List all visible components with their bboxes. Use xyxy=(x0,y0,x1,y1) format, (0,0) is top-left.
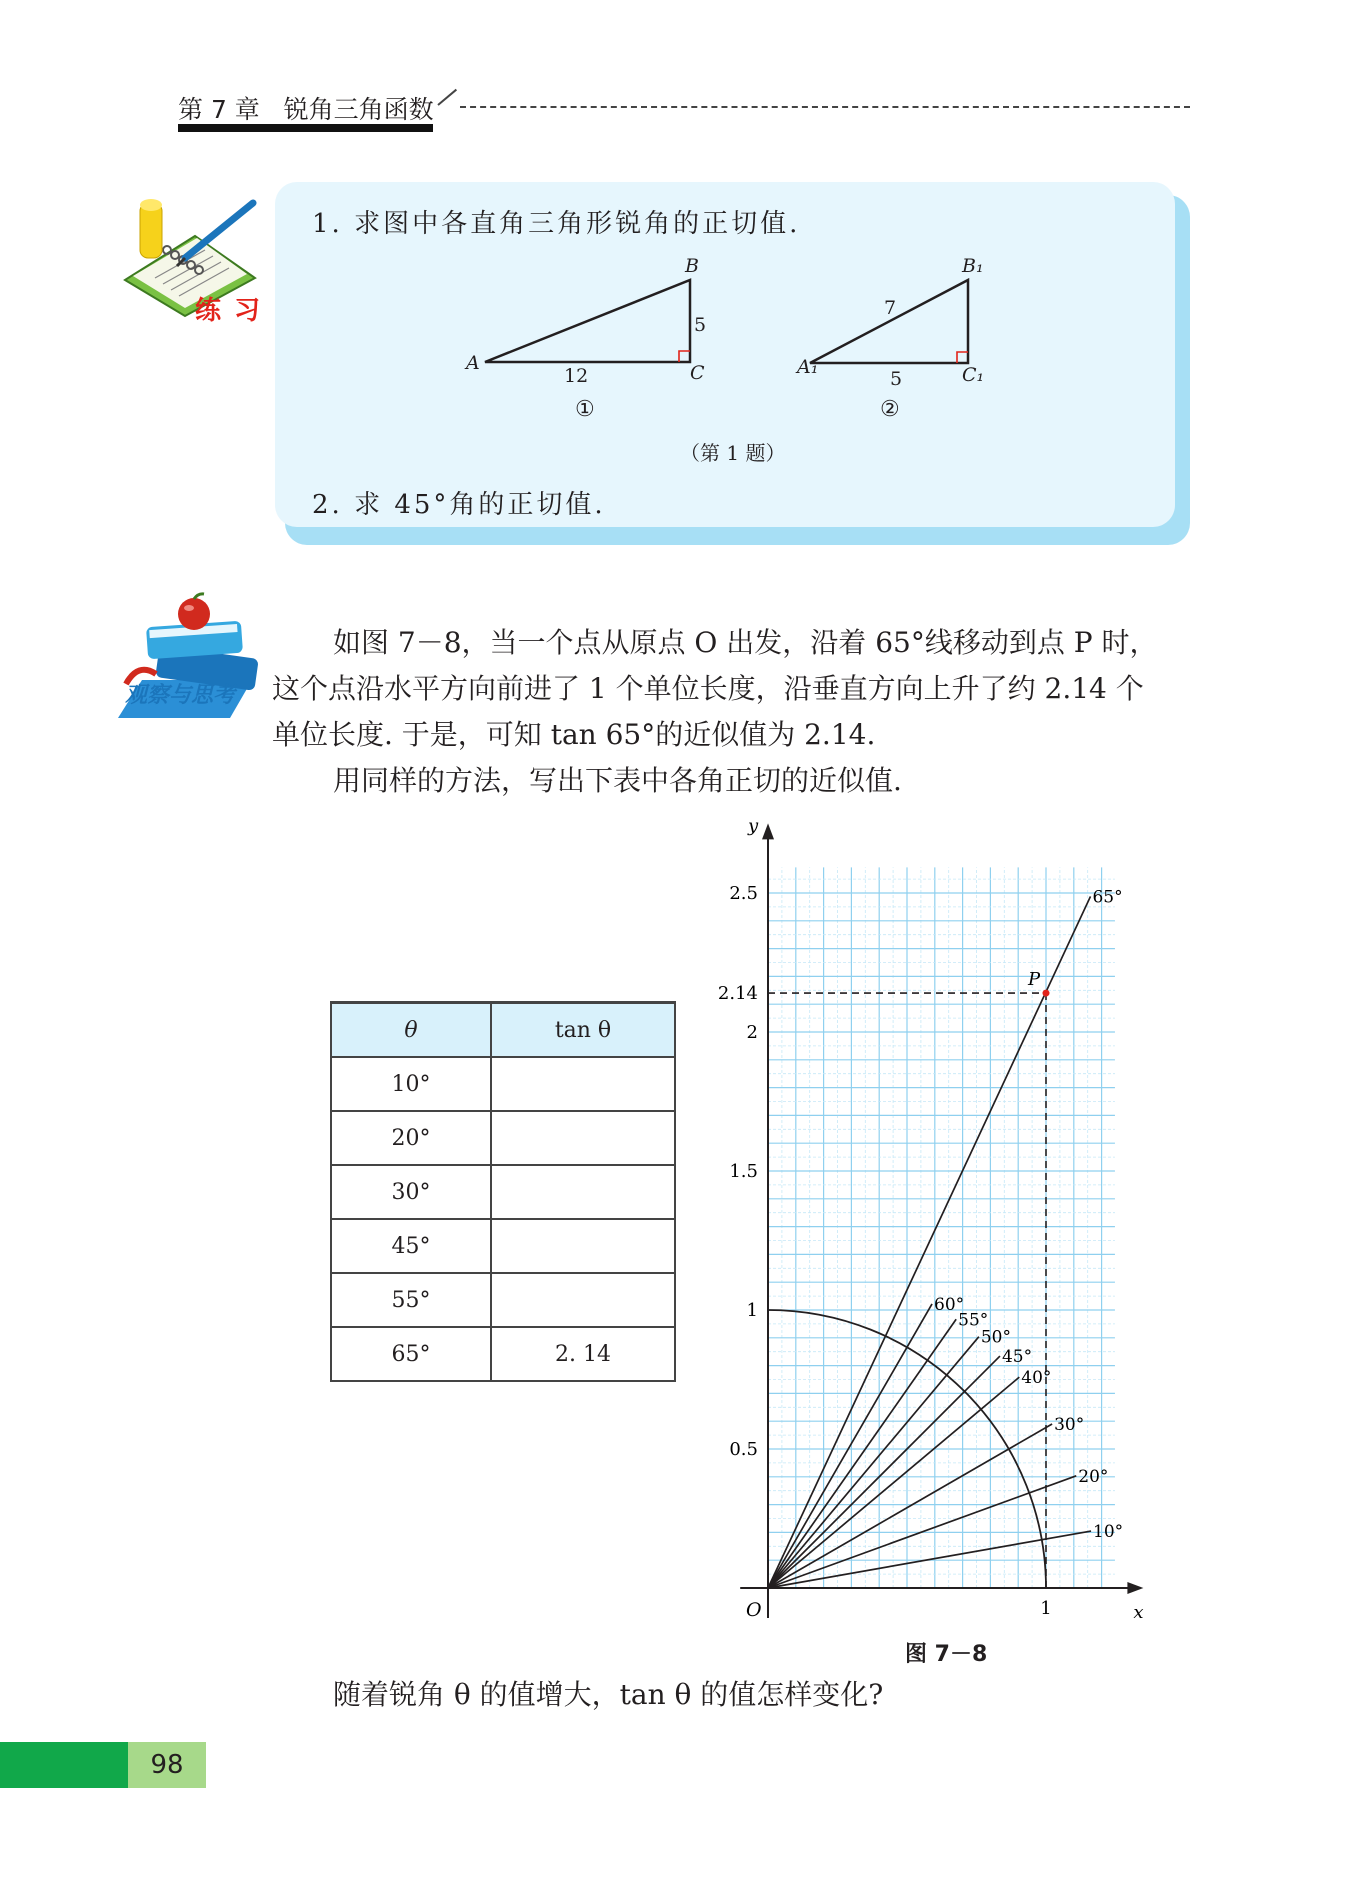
header-slash xyxy=(437,89,457,106)
angle-ray-label: 65° xyxy=(1092,887,1123,908)
tangent-angle-chart xyxy=(700,808,1180,1628)
footer-green-bar xyxy=(0,1742,128,1788)
table-cell-value xyxy=(491,1165,675,1219)
x-axis-label: x xyxy=(1133,1602,1144,1623)
tri2-side-ac: 5 xyxy=(890,368,903,390)
practice-question-1: 1. 求图中各直角三角形锐角的正切值. xyxy=(312,209,801,239)
table-cell-angle: 65° xyxy=(331,1327,491,1381)
y-axis-arrow xyxy=(762,823,774,839)
chapter-header xyxy=(178,90,434,126)
table-cell-value xyxy=(491,1111,675,1165)
table-header-tan: tan θ xyxy=(491,1003,675,1058)
tri1-side-ac: 12 xyxy=(564,365,589,387)
tri2-mark: ② xyxy=(880,397,900,422)
y-tick-label: 1.5 xyxy=(729,1161,758,1182)
angle-ray-label: 10° xyxy=(1093,1522,1124,1543)
table-header-theta: θ xyxy=(331,1003,491,1058)
y-tick-label: 1 xyxy=(746,1300,758,1321)
table-cell-angle: 10° xyxy=(331,1057,491,1111)
angle-ray-label: 40° xyxy=(1021,1368,1052,1389)
angle-ray-label: 50° xyxy=(980,1327,1012,1348)
table-cell-angle: 55° xyxy=(331,1273,491,1327)
observe-think-badge-label: 观察与思考 xyxy=(125,683,236,708)
x-tick-label: 1 xyxy=(1040,1598,1052,1619)
table-cell-angle: 45° xyxy=(331,1219,491,1273)
table-row xyxy=(331,1327,675,1381)
table-cell-value xyxy=(491,1273,675,1327)
table-cell-value: 2. 14 xyxy=(491,1327,675,1381)
angle-ray-label: 60° xyxy=(934,1294,965,1315)
point-p-marker xyxy=(1043,990,1050,997)
practice-badge-label: 练 习 xyxy=(195,296,263,326)
x-axis-arrow xyxy=(1127,1582,1143,1594)
table-row xyxy=(331,1111,675,1165)
header-dashed-rule xyxy=(460,106,1190,108)
observe-instruction: 用同样的方法，写出下表中各角正切的近似值. xyxy=(333,764,902,797)
tri1-vertex-a: A xyxy=(466,352,480,374)
header-underline xyxy=(178,124,433,132)
chapter-title: 锐角三角函数 xyxy=(283,95,434,124)
figure-7-8-caption: 图 7－8 xyxy=(905,1642,988,1667)
angle-ray-label: 20° xyxy=(1078,1466,1109,1487)
closing-question: 随着锐角 θ 的值增大，tan θ 的值怎样变化? xyxy=(333,1678,884,1711)
tangent-table xyxy=(330,1001,676,1382)
table-row xyxy=(331,1057,675,1111)
tri2-vertex-a: A₁ xyxy=(797,356,819,378)
table-cell-angle: 20° xyxy=(331,1111,491,1165)
observe-paragraph-line-2: 这个点沿水平方向前进了 1 个单位长度，沿垂直方向上升了约 2.14 个 xyxy=(272,672,1144,705)
point-p-label: P xyxy=(1028,969,1041,991)
triangles-figure xyxy=(455,250,1015,435)
chapter-number: 第 7 章 xyxy=(178,95,260,124)
angle-ray-label: 45° xyxy=(1001,1347,1033,1368)
y-tick-label: 2.14 xyxy=(717,983,758,1005)
origin-label: O xyxy=(746,1599,762,1621)
table-row xyxy=(331,1273,675,1327)
tri1-vertex-c: C xyxy=(690,362,705,384)
tri2-vertex-b: B₁ xyxy=(962,255,984,277)
table-row xyxy=(331,1219,675,1273)
y-tick-label: 2 xyxy=(746,1022,758,1043)
table-row xyxy=(331,1165,675,1219)
page-number: 98 xyxy=(128,1742,206,1788)
table-cell-value xyxy=(491,1219,675,1273)
observe-paragraph-line-1: 如图 7－8，当一个点从原点 O 出发，沿着 65°线移动到点 P 时， xyxy=(333,626,1158,659)
table-cell-value xyxy=(491,1057,675,1111)
tri1-mark: ① xyxy=(575,397,595,422)
figure-1-caption: （第 1 题） xyxy=(680,441,786,465)
tri2-vertex-c: C₁ xyxy=(962,364,985,386)
tri1-side-bc: 5 xyxy=(694,314,707,336)
table-cell-angle: 30° xyxy=(331,1165,491,1219)
angle-ray xyxy=(768,896,1090,1588)
y-axis-label: y xyxy=(748,815,759,837)
tri2-side-ab: 7 xyxy=(884,297,897,319)
y-tick-label: 0.5 xyxy=(729,1439,758,1460)
y-tick-label: 2.5 xyxy=(729,883,758,904)
angle-ray-label: 30° xyxy=(1054,1414,1085,1435)
angle-ray-label: 55° xyxy=(958,1310,989,1331)
tri1-vertex-b: B xyxy=(685,255,699,277)
practice-question-2: 2. 求 45°角的正切值. xyxy=(312,490,606,520)
observe-paragraph-line-3: 单位长度. 于是，可知 tan 65°的近似值为 2.14. xyxy=(272,718,876,751)
